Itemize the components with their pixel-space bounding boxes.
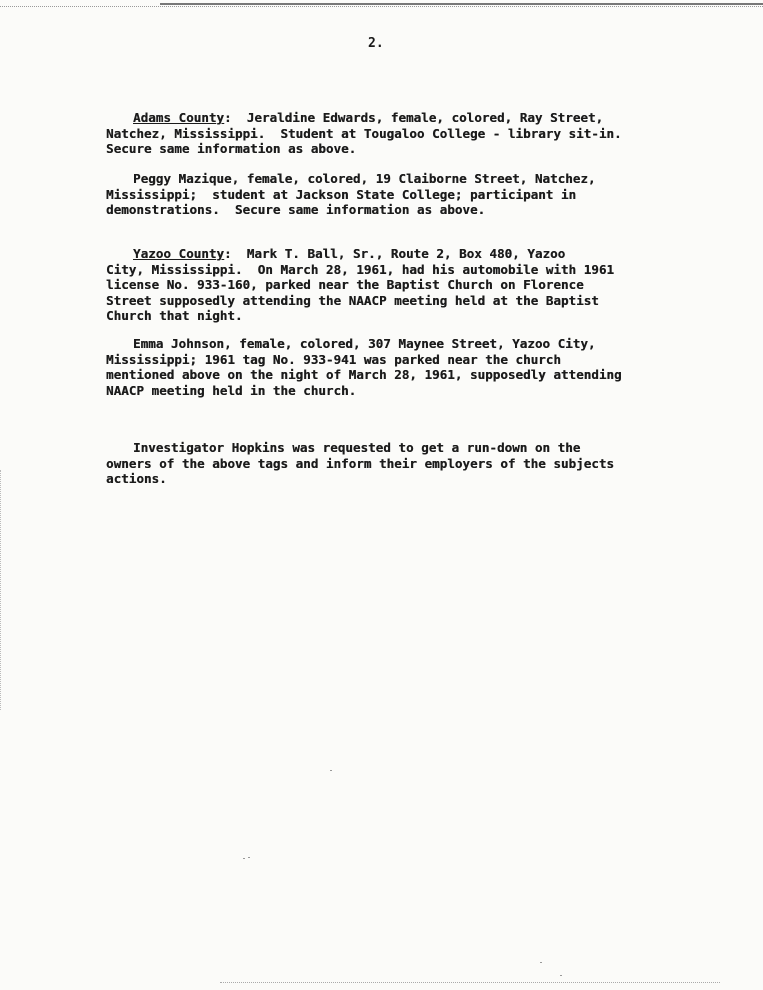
paragraph-line: owners of the above tags and inform their employers of the subjects xyxy=(106,455,614,471)
paragraph-line xyxy=(106,110,622,126)
paragraph-line: City, Mississippi. On March 28, 1961, had his automobile with 1961 xyxy=(106,261,614,277)
paragraph-line: mentioned above on the night of March 28, 1961, supposedly attending xyxy=(106,367,622,382)
line-text: : Mark T. Ball, Sr., Route 2, Box 480, Yazoo xyxy=(224,246,566,261)
paragraph-line: Church that night. xyxy=(106,308,243,323)
scan-bottom-edge xyxy=(220,982,720,983)
paragraph-line: Natchez, Mississippi. Student at Tougaloo College - library sit-in. xyxy=(106,125,622,141)
county-heading: Adams County xyxy=(133,110,224,125)
scan-left-edge xyxy=(0,470,3,710)
paragraph-adams-county xyxy=(106,110,622,157)
paragraph-line: license No. 933-160, parked near the Baptist Church on Florence xyxy=(106,277,584,292)
paragraph-line: Emma Johnson, female, colored, 307 Maynee Street, Yazoo City, xyxy=(133,336,596,351)
paragraph-line: actions. xyxy=(106,471,167,486)
paragraph-line: Peggy Mazique, female, colored, 19 Claiborne Street, Natchez, xyxy=(133,171,596,186)
paragraph-line: Mississippi; 1961 tag No. 933-941 was parked near the church xyxy=(106,351,561,367)
county-heading: Yazoo County xyxy=(133,246,224,261)
paragraph-line: Mississippi; student at Jackson State College; participant in xyxy=(106,186,577,202)
paragraph-emma-johnson xyxy=(106,336,622,398)
line-text: : Jeraldine Edwards, female, colored, Ray Street, xyxy=(224,110,604,125)
paragraph-line: Secure same information as above. xyxy=(106,141,357,156)
paragraph-yazoo-county xyxy=(106,246,614,324)
paragraph-line: NAACP meeting held in the church. xyxy=(106,382,357,398)
paragraph-peggy-mazique xyxy=(106,171,596,218)
paragraph-line xyxy=(106,246,614,262)
scan-top-rule xyxy=(160,3,763,5)
paragraph-line: Investigator Hopkins was requested to get a run-down on the xyxy=(133,440,581,455)
page-number: 2. xyxy=(368,36,384,51)
paragraph-investigator-hopkins xyxy=(106,440,614,487)
paragraph-line: demonstrations. Secure same information as above. xyxy=(106,202,486,217)
paragraph-line: Street supposedly attending the NAACP meeting held at the Baptist xyxy=(106,292,599,308)
